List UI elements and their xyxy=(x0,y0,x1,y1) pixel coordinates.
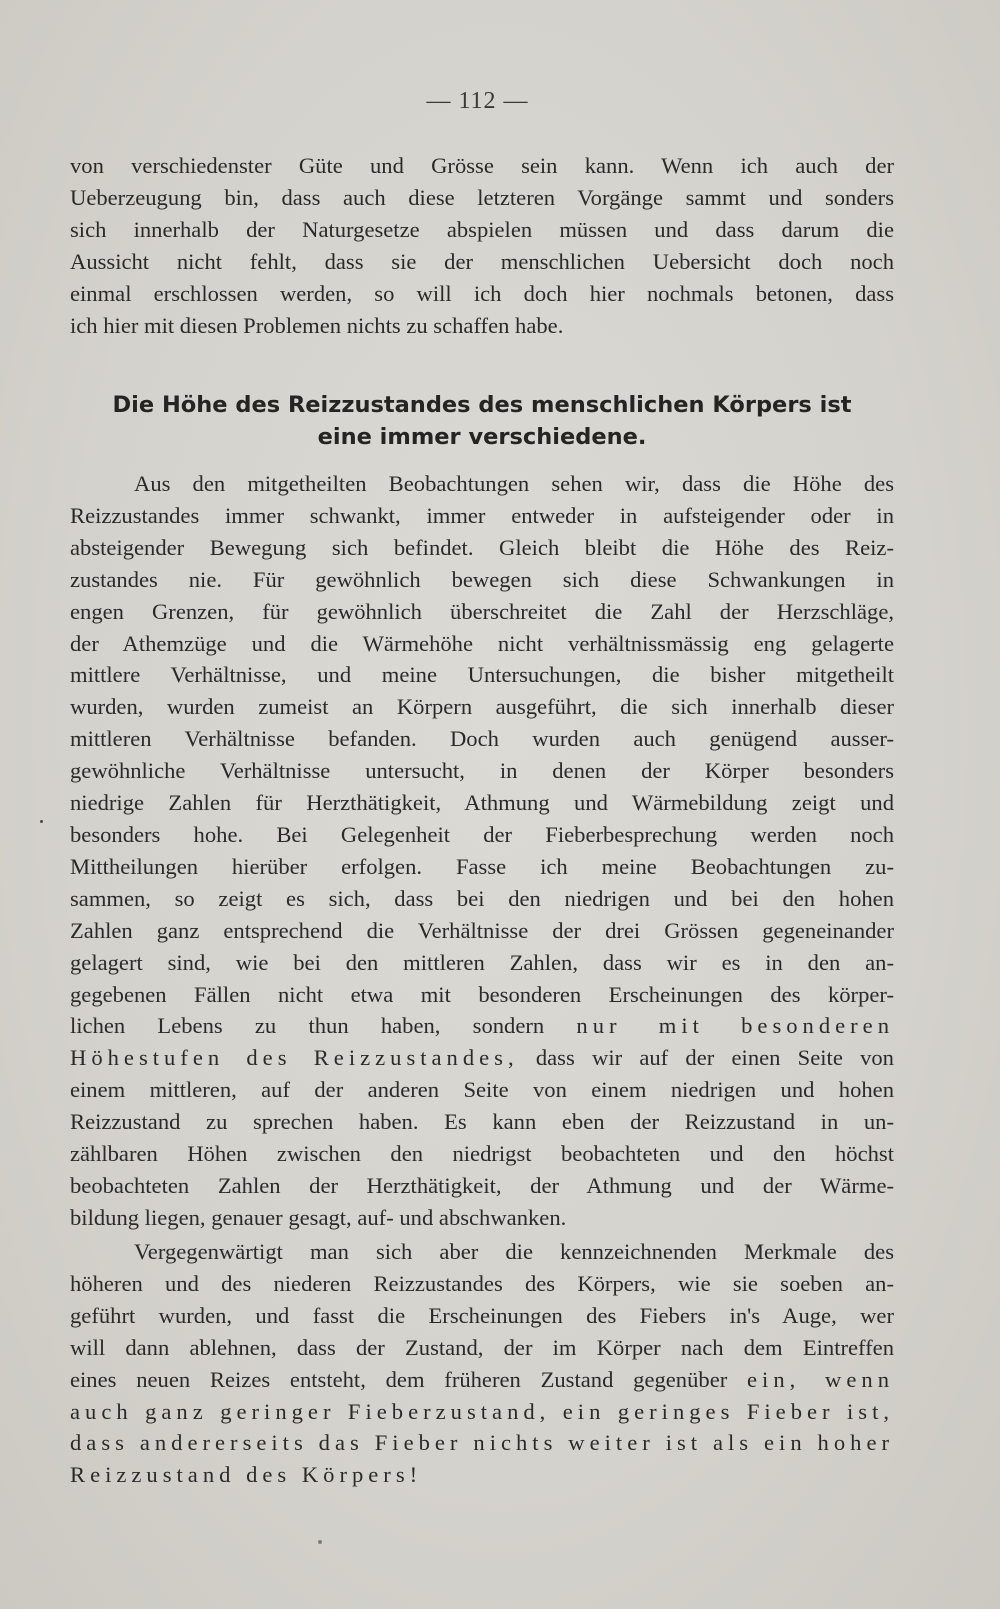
text-line: von verschiedenster Güte und Grösse sein kann. Wenn ich auch der xyxy=(70,153,894,178)
text-line: gegebenen Fällen nicht etwa mit besonderen Erscheinungen des körper- xyxy=(70,981,894,1007)
text-line: einmal erschlossen werden, so will ich doch hier nochmals betonen, dass xyxy=(70,280,894,306)
text-line: Zahlen ganz entsprechend die Verhältnisse der drei Grössen gegeneinander xyxy=(70,917,894,943)
intro-paragraph xyxy=(70,150,894,341)
emphasized-text: nur mit besonderen xyxy=(576,1013,894,1039)
text-run: dass wir auf der einen Seite von xyxy=(535,1045,894,1071)
paper-speck xyxy=(318,1540,322,1544)
emphasized-line: Reizzustand des Körpers! xyxy=(70,1462,423,1488)
text-line: Aussicht nicht fehlt, dass sie der menschlichen Uebersicht doch noch xyxy=(70,248,894,274)
text-line: besonders hohe. Bei Gelegenheit der Fieberbesprechung werden noch xyxy=(70,821,894,847)
text-line: engen Grenzen, für gewöhnlich überschreitet die Zahl der Herzschläge, xyxy=(70,598,894,624)
section-heading xyxy=(70,389,894,453)
text-line: Reizzustand zu sprechen haben. Es kann eben der Reizzustand in un- xyxy=(70,1109,894,1135)
text-line: absteigender Bewegung sich befindet. Gleich bleibt die Höhe des Reiz- xyxy=(70,534,894,560)
text-line: sammen, so zeigt es sich, dass bei den niedrigen und bei den hohen xyxy=(70,885,894,911)
emphasized-text: ein, wenn xyxy=(747,1366,894,1392)
heading-line: eine immer verschiedene. xyxy=(317,424,647,450)
text-line: Aus den mitgetheilten Beobachtungen sehen wir, dass die Höhe des xyxy=(134,471,894,496)
body-paragraph xyxy=(70,468,894,1234)
text-line: Ueberzeugung bin, dass auch diese letzteren Vorgänge sammt und sonders xyxy=(70,184,894,210)
text-line: wurden, wurden zumeist an Körpern ausgeführt, die sich innerhalb dieser xyxy=(70,694,894,720)
body-paragraph xyxy=(70,1236,894,1491)
heading-line: Die Höhe des Reizzustandes des menschlichen Körpers ist xyxy=(112,392,852,418)
emphasized-line: dass andererseits das Fieber nichts weiter ist als ein hoher xyxy=(70,1430,894,1456)
emphasized-text: Höhestufen des Reizzustandes, xyxy=(70,1045,519,1071)
text-line: ich hier mit diesen Problemen nichts zu schaffen habe. xyxy=(70,312,564,338)
text-line: bildung liegen, genauer gesagt, auf- und abschwanken. xyxy=(70,1204,567,1230)
text-run: eines neuen Reizes entsteht, dem früheren Zustand gegenüber xyxy=(70,1366,728,1392)
text-line: sich innerhalb der Naturgesetze abspielen müssen und dass darum die xyxy=(70,216,894,242)
emphasized-line: auch ganz geringer Fieberzustand, ein geringes Fieber ist, xyxy=(70,1398,894,1424)
text-line: höheren und des niederen Reizzustandes des Körpers, wie sie soeben an- xyxy=(70,1270,894,1296)
text-line: Reizzustandes immer schwankt, immer entweder in aufsteigender oder in xyxy=(70,502,894,528)
text-line: einem mittleren, auf der anderen Seite von einem niedrigen und hohen xyxy=(70,1077,894,1103)
text-line xyxy=(70,1042,894,1074)
text-line: zustandes nie. Für gewöhnlich bewegen sich diese Schwankungen in xyxy=(70,566,894,592)
text-line: mittlere Verhältnisse, und meine Untersuchungen, die bisher mitgetheilt xyxy=(70,662,894,688)
text-line xyxy=(70,1010,894,1042)
text-line: der Athemzüge und die Wärmehöhe nicht verhältnissmässig eng gelagerte xyxy=(70,630,894,656)
text-line: beobachteten Zahlen der Herzthätigkeit, der Athmung und der Wärme- xyxy=(70,1172,894,1198)
text-line xyxy=(70,1364,894,1396)
text-line: Vergegenwärtigt man sich aber die kennzeichnenden Merkmale des xyxy=(134,1239,894,1264)
page-number: — 112 — xyxy=(426,88,529,114)
text-line: will dann ablehnen, dass der Zustand, der im Körper nach dem Eintreffen xyxy=(70,1334,894,1360)
paper-speck xyxy=(40,820,43,823)
text-line: gelagert sind, wie bei den mittleren Zahlen, dass wir es in den an- xyxy=(70,949,894,975)
text-run: lichen Lebens zu thun haben, sondern xyxy=(70,1013,545,1039)
text-line: zählbaren Höhen zwischen den niedrigst beobachteten und den höchst xyxy=(70,1141,894,1167)
text-line: geführt wurden, und fasst die Erscheinungen des Fiebers in's Auge, wer xyxy=(70,1302,894,1328)
text-line: mittleren Verhältnisse befanden. Doch wurden auch genügend ausser- xyxy=(70,726,894,752)
text-line: gewöhnliche Verhältnisse untersucht, in denen der Körper besonders xyxy=(70,758,894,784)
text-line: Mittheilungen hierüber erfolgen. Fasse ich meine Beobachtungen zu- xyxy=(70,853,894,879)
text-line: niedrige Zahlen für Herzthätigkeit, Athmung und Wärmebildung zeigt und xyxy=(70,790,894,816)
